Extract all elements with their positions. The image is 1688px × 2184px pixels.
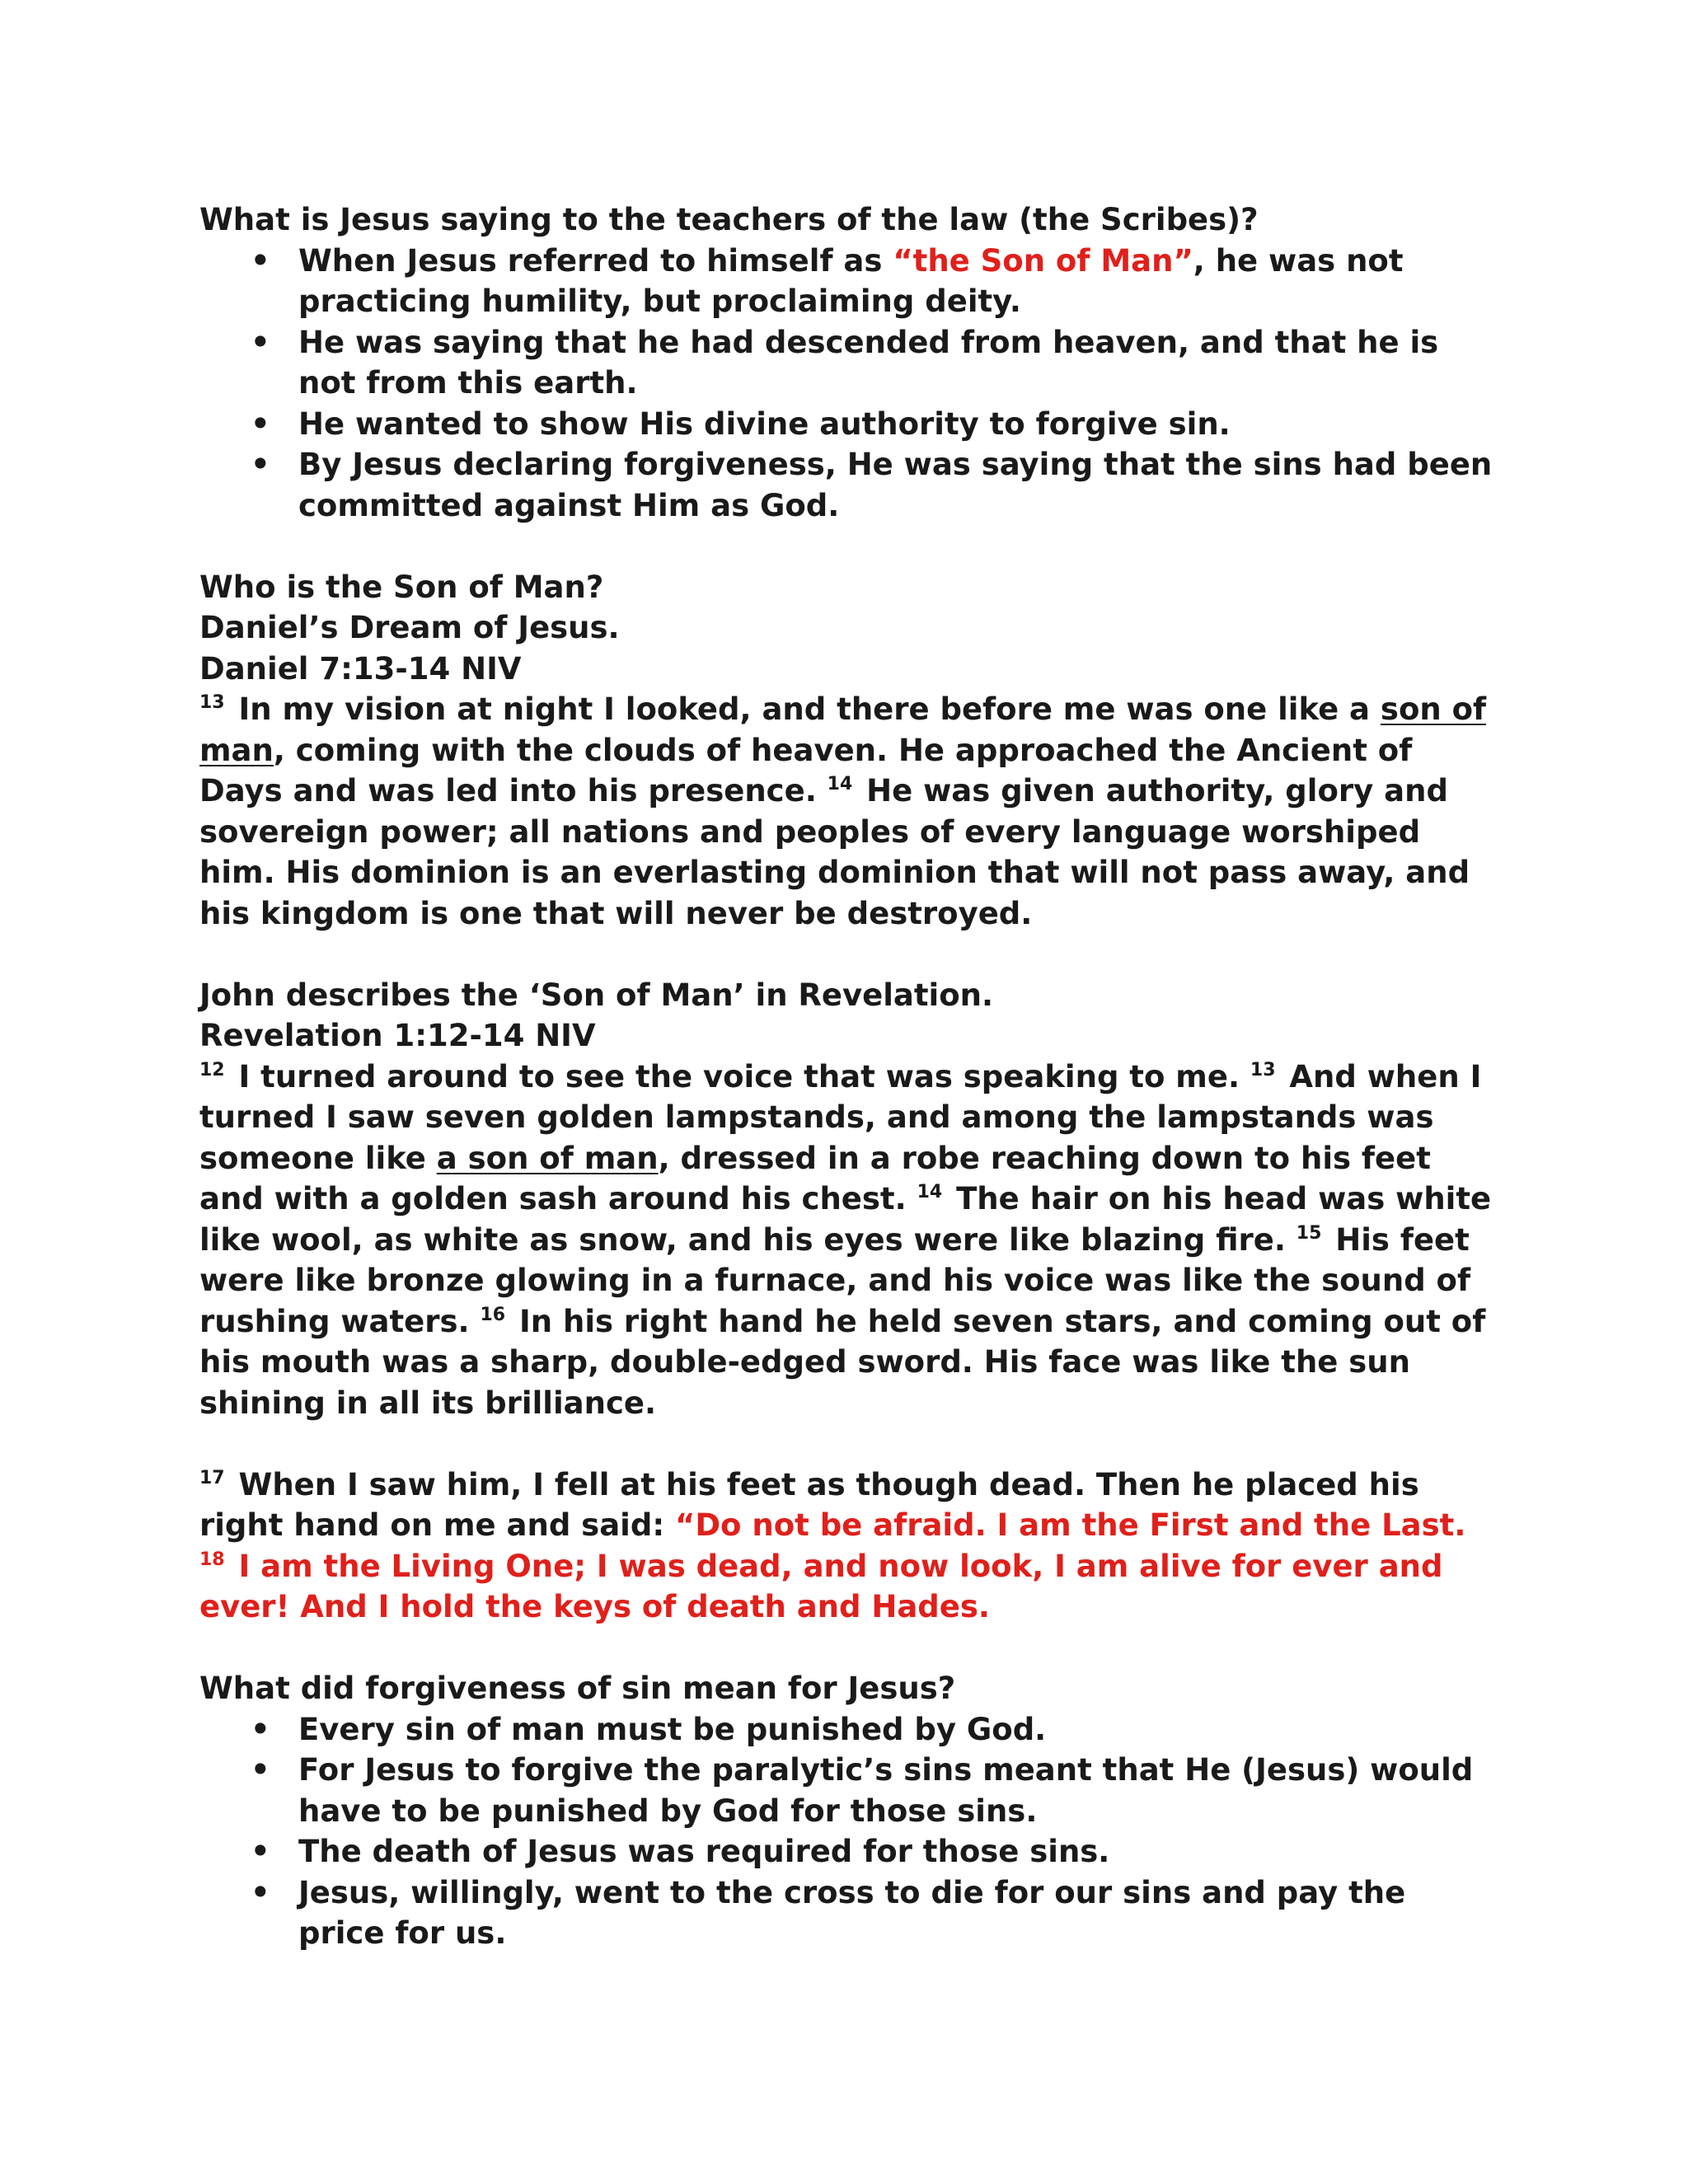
bullet-icon: • — [251, 1711, 270, 1747]
verse-number: 16 — [480, 1304, 506, 1325]
bullet-text: By Jesus declaring forgiveness, He was saying that the sins had been committed against Him as God. — [298, 447, 1493, 523]
list-item — [199, 1750, 1502, 1831]
spacer — [199, 526, 1502, 567]
bullet-text: Every sin of man must be punished by God. — [298, 1711, 1047, 1747]
bullet-icon: • — [251, 405, 270, 442]
verse-text: And when I turned I saw seven golden lampstands, and among the lampstands was someone like — [199, 1058, 1482, 1176]
underlined-phrase: a son of man — [436, 1140, 659, 1176]
section5-bullet-list — [199, 1709, 1502, 1954]
red-letter-quote: “Do not be afraid. I am the First and the Last. — [675, 1507, 1466, 1543]
bullet-icon: • — [251, 1752, 270, 1788]
bullet-text: When Jesus referred to himself as — [298, 242, 893, 279]
verse-text: I turned around to see the voice that was speaking to me. — [227, 1058, 1250, 1094]
verse-number: 18 — [199, 1549, 225, 1570]
section2-heading: Who is the Son of Man? — [199, 569, 604, 605]
section2-subheading: Daniel’s Dream of Jesus. — [199, 610, 620, 645]
verse-text: The hair on his head was white like wool, as white as snow, and his eyes were like blazing fire. — [199, 1181, 1492, 1258]
list-item — [199, 1831, 1502, 1872]
bullet-text: Jesus, willingly, went to the cross to die for our sins and pay the price for us. — [298, 1874, 1406, 1951]
verse-text: , dressed in a robe reaching down to his feet and with a golden sash around his chest. — [199, 1140, 1431, 1216]
verse-text: When I saw him, I fell at his feet as though dead. Then he placed his right hand on me and said: — [199, 1466, 1419, 1543]
verse-number: 14 — [827, 774, 853, 794]
verse-text: In my vision at night I looked, and there before me was one like a — [227, 691, 1381, 727]
bullet-text: For Jesus to forgive the paralytic’s sins meant that He (Jesus) would have to be punished by God for those sins. — [298, 1752, 1474, 1829]
spacer — [199, 934, 1502, 975]
verse-number: 17 — [199, 1467, 225, 1488]
verse-number: 14 — [917, 1182, 943, 1202]
list-item — [199, 444, 1502, 526]
bullet-icon: • — [251, 324, 270, 360]
document-page — [199, 199, 1502, 1954]
bullet-icon: • — [251, 447, 270, 482]
section1-heading: What is Jesus saying to the teachers of the law (the Scribes)? — [199, 202, 1259, 237]
verse-number: 13 — [1250, 1059, 1276, 1080]
verse-text: His feet were like bronze glowing in a furnace, and his voice was like the sound of rushing waters. — [199, 1221, 1471, 1339]
list-item — [199, 404, 1502, 445]
daniel-reference: Daniel 7:13-14 NIV — [199, 650, 522, 687]
bullet-text: He was saying that he had descended from heaven, and that he is not from this earth. — [298, 324, 1439, 401]
bullet-icon: • — [251, 1834, 270, 1869]
section1-bullet-list — [199, 241, 1502, 527]
verse-text: In his right hand he held seven stars, and coming out of his mouth was a sharp, double-edged sword. His face was like the sun shining in all its brilliance. — [199, 1303, 1486, 1421]
verse-number: 12 — [199, 1059, 225, 1080]
verse-text: He was given authority, glory and sovereign power; all nations and peoples of every language worshiped him. His dominion is an everlasting dominion that will not pass away, and his kingdom is one that will never be destroyed. — [199, 773, 1470, 931]
spacer — [199, 1628, 1502, 1669]
verse-text: , coming with the clouds of heaven. He approached the Ancient of Days and was led into his presence. — [199, 732, 1413, 808]
section5-heading: What did forgiveness of sin mean for Jesus? — [199, 1671, 956, 1706]
bullet-text: He wanted to show His divine authority to forgive sin. — [298, 405, 1231, 442]
bullet-text: The death of Jesus was required for those sins. — [298, 1834, 1110, 1869]
revelation-passage-continued — [199, 1465, 1502, 1628]
bullet-icon: • — [251, 1874, 270, 1910]
section3-heading: John describes the ‘Son of Man’ in Revelation. — [199, 977, 994, 1013]
list-item — [199, 241, 1502, 322]
list-item — [199, 1709, 1502, 1750]
verse-number: 15 — [1296, 1222, 1322, 1244]
daniel-passage — [199, 689, 1502, 934]
underlined-phrase: son of man — [199, 691, 1487, 768]
revelation-passage — [199, 1057, 1502, 1424]
son-of-man-quote: “the Son of Man” — [893, 242, 1193, 279]
list-item — [199, 322, 1502, 404]
bullet-icon: • — [251, 242, 270, 279]
spacer — [199, 1423, 1502, 1465]
red-letter-quote: I am the Living One; I was dead, and now look, I am alive for ever and ever! And I hold the keys of death and Hades. — [199, 1548, 1443, 1624]
list-item — [199, 1872, 1502, 1954]
verse-number: 13 — [199, 692, 225, 713]
revelation-reference: Revelation 1:12-14 NIV — [199, 1018, 596, 1053]
bullet-text: , he was not practicing humility, but proclaiming deity. — [298, 242, 1404, 319]
